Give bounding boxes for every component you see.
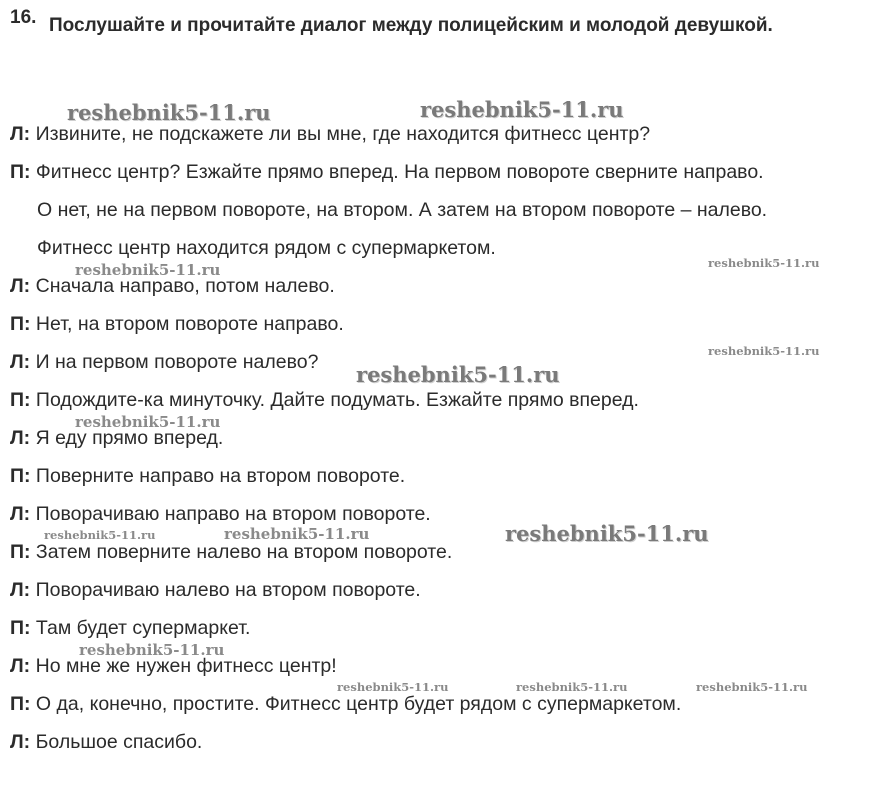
speaker-label: Л: [10,731,31,753]
dialogue-line [10,388,639,412]
dialogue-line [10,578,421,602]
line-text: О да, конечно, простите. Фитнесс центр будет рядом с супермаркетом. [30,693,682,715]
speaker-label: П: [10,389,31,411]
line-text: О нет, не на первом повороте, на втором. А затем на втором повороте – налево. [37,199,768,221]
speaker-label: П: [10,541,31,563]
line-text: Я еду прямо вперед. [30,427,224,449]
watermark: reshebnik5-11.ru [44,528,156,542]
dialogue-line [10,654,337,678]
dialogue-line-continuation [37,236,496,260]
dialogue-line [10,616,250,640]
dialogue-line [10,312,344,336]
speaker-label: Л: [10,655,31,677]
watermark: reshebnik5-11.ru [696,680,808,694]
watermark: reshebnik5-11.ru [79,641,225,659]
dialogue-line [10,540,452,564]
speaker-label: Л: [10,275,31,297]
speaker-label: П: [10,617,31,639]
watermark: reshebnik5-11.ru [75,413,221,431]
line-text: Подождите-ка минуточку. Дайте подумать. Езжайте прямо вперед. [30,389,639,411]
dialogue-line [10,160,764,184]
watermark: reshebnik5-11.ru [516,680,628,694]
dialogue-line [10,502,431,526]
line-text: Нет, на втором повороте направо. [30,313,344,335]
dialogue-line [10,426,223,450]
line-text: Там будет супермаркет. [30,617,251,639]
watermark: reshebnik5-11.ru [505,521,709,546]
dialogue-line [10,122,650,146]
watermark: reshebnik5-11.ru [224,525,370,543]
speaker-label: Л: [10,579,31,601]
dialogue-line-continuation [37,198,767,222]
speaker-label: Л: [10,427,31,449]
speaker-label: Л: [10,123,31,145]
speaker-label: П: [10,693,31,715]
line-text: Фитнесс центр находится рядом с супермаркетом. [37,237,496,259]
line-text: Извините, не подскажете ли вы мне, где находится фитнесс центр? [30,123,651,145]
line-text: Поворачиваю налево на втором повороте. [30,579,421,601]
task-title: Послушайте и прочитайте диалог между полицейским и молодой девушкой. [49,15,773,36]
dialogue-line [10,274,335,298]
watermark: reshebnik5-11.ru [420,97,624,122]
line-text: Поворачиваю направо на втором повороте. [30,503,431,525]
dialogue-line [10,692,681,716]
line-text: Поверните направо на втором повороте. [30,465,406,487]
watermark: reshebnik5-11.ru [67,100,271,125]
line-text: Фитнесс центр? Езжайте прямо вперед. На первом повороте сверните направо. [30,161,764,183]
speaker-label: П: [10,161,31,183]
line-text: И на первом повороте налево? [30,351,319,373]
watermark: reshebnik5-11.ru [708,344,820,358]
watermark: reshebnik5-11.ru [75,261,221,279]
dialogue-line [10,464,405,488]
speaker-label: Л: [10,503,31,525]
watermark: reshebnik5-11.ru [356,362,560,387]
speaker-label: П: [10,465,31,487]
speaker-label: Л: [10,351,31,373]
line-text: Сначала направо, потом налево. [30,275,335,297]
dialogue-line [10,350,318,374]
speaker-label: П: [10,313,31,335]
line-text: Затем поверните налево на втором повороте. [30,541,453,563]
task-number: 16. [10,7,37,28]
line-text: Но мне же нужен фитнесс центр! [30,655,337,677]
dialogue-line [10,730,202,754]
watermark: reshebnik5-11.ru [337,680,449,694]
line-text: Большое спасибо. [30,731,203,753]
watermark: reshebnik5-11.ru [708,256,820,270]
